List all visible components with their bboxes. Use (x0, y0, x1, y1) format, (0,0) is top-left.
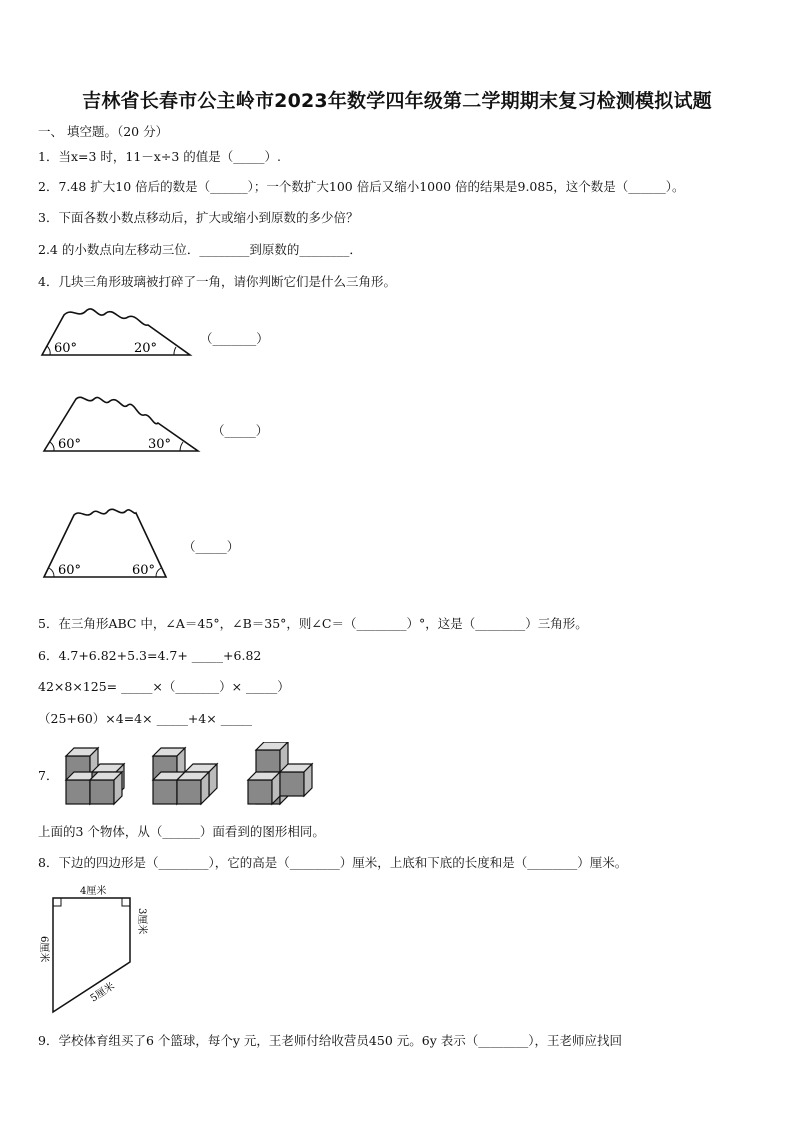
cube-object-2 (153, 748, 217, 804)
answer-blank: （_____） (183, 539, 240, 554)
angle-label: 60° (132, 563, 156, 578)
section-heading: 一、 填空题。（20 分） (38, 124, 169, 139)
page-title: 吉林省长春市公主岭市2023年数学四年级第二学期期末复习检测模拟试题 (82, 90, 712, 112)
angle-label: 30° (148, 437, 172, 452)
triangle-figure-1 (38, 305, 198, 360)
angle-label: 60° (58, 563, 82, 578)
question-6: 6．4.7+6.82+5.3=4.7+ _____+6.82 (38, 648, 262, 663)
side-label-bottom: 5厘米 (88, 980, 117, 1005)
triangle-figure-3 (40, 505, 170, 580)
side-label-left: 6厘米 (38, 936, 49, 963)
answer-blank: （_______） (200, 331, 269, 346)
question-6-sub-c: （25+60）×4=4× _____+4× _____ (38, 711, 252, 726)
answer-blank: （_____） (212, 423, 269, 438)
triangle-figure-2 (40, 393, 205, 455)
question-3-sub: 2.4 的小数点向左移动三位．________到原数的________． (38, 242, 362, 257)
question-7: 7． (38, 768, 59, 783)
question-2: 2．7.48 扩大10 倍后的数是（______）；一个数扩大100 倍后又缩小1000 倍的结果是9.085，这个数是（______）。 (38, 179, 685, 194)
question-5: 5．在三角形ABC 中，∠A＝45°，∠B＝35°，则∠C＝（________）°，这是（________）三角形。 (38, 616, 588, 631)
question-1: 1．当x=3 时，11－x÷3 的值是（_____）. (38, 149, 281, 164)
question-7-text: 上面的3 个物体，从（______）面看到的图形相同。 (38, 824, 325, 839)
side-label-right: 3厘米 (136, 908, 147, 935)
cube-figures (60, 742, 330, 808)
side-label-top: 4厘米 (80, 886, 107, 897)
angle-label: 20° (134, 341, 158, 356)
angle-label: 60° (54, 341, 78, 356)
question-9: 9．学校体育组买了6 个篮球，每个y 元，王老师付给收营员450 元。6y 表示（________），王老师应找回 (38, 1033, 622, 1048)
question-4: 4．几块三角形玻璃被打碎了一角，请你判断它们是什么三角形。 (38, 274, 396, 289)
cube-object-3 (248, 742, 312, 804)
quadrilateral-figure (35, 882, 165, 1022)
question-6-sub-b: 42×8×125= _____×（_______）× _____） (38, 679, 290, 694)
cube-object-1 (66, 748, 124, 804)
question-8: 8．下边的四边形是（________），它的高是（________）厘米，上底和下底的长度和是（________）厘米。 (38, 855, 628, 870)
angle-label: 60° (58, 437, 82, 452)
question-3: 3．下面各数小数点移动后，扩大或缩小到原数的多少倍？ (38, 210, 359, 225)
